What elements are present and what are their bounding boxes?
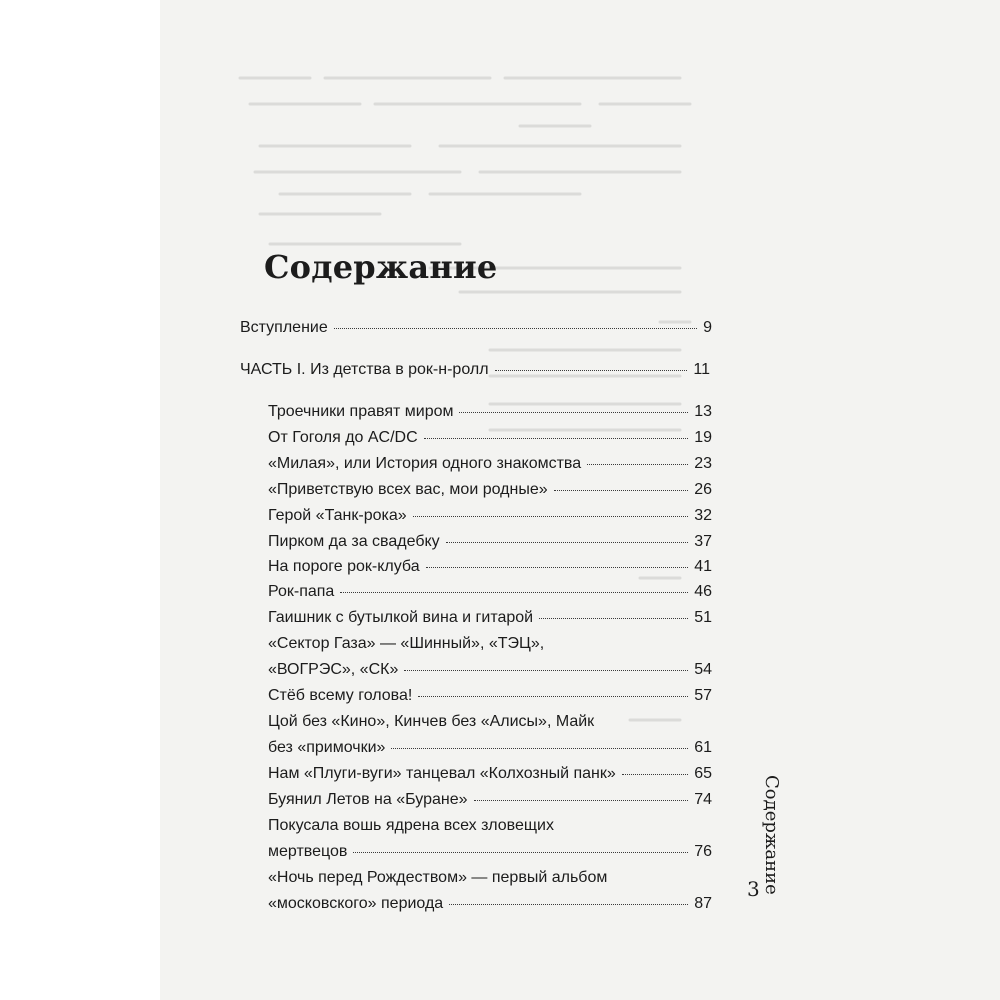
toc-entry-title: Покусала вошь ядрена всех зловещих [268, 817, 554, 834]
toc-entry-title: «Милая», или История одного знакомства [268, 455, 582, 472]
toc-entry-page: 13 [694, 403, 712, 420]
dot-leader [446, 542, 689, 543]
toc-entry-page: 87 [694, 895, 712, 912]
toc-entry [268, 506, 712, 526]
dot-leader [474, 800, 689, 801]
toc-entry-title: Рок-папа [268, 583, 335, 600]
toc-entry [268, 738, 712, 758]
page-title: Содержание [264, 248, 498, 286]
toc-entry-page: 41 [694, 558, 712, 575]
toc-entry-title: «Сектор Газа» — «Шинный», «ТЭЦ», [268, 635, 545, 652]
toc-entry [268, 557, 712, 577]
toc-entry [268, 402, 712, 422]
dot-leader [334, 328, 697, 329]
toc-entry-title: Стёб всему голова! [268, 687, 413, 704]
toc-entry-page: 65 [694, 765, 712, 782]
toc-entry [268, 634, 712, 654]
toc-entry-page: 26 [694, 481, 712, 498]
toc-entry-title: От Гоголя до AC/DC [268, 429, 418, 446]
toc-entry-title: Буянил Летов на «Буране» [268, 791, 468, 808]
dot-leader [539, 618, 688, 619]
toc-entry-page: 76 [694, 843, 712, 860]
dot-leader [424, 438, 689, 439]
toc-entry-page: 54 [694, 661, 712, 678]
toc-entry-title: ЧАСТЬ I. Из детства в рок-н-ролл [240, 361, 489, 378]
toc-entry [268, 428, 712, 448]
toc-entry-title: Пиркoм да за свадебку [268, 533, 440, 550]
dot-leader [413, 516, 689, 517]
toc-entry [268, 608, 712, 628]
toc-entry-title: Цой без «Кино», Кинчев без «Алисы», Майк [268, 713, 595, 730]
toc-entry-page: 23 [694, 455, 712, 472]
toc-entry [268, 686, 712, 706]
toc-entry-title: Герой «Танк-рока» [268, 507, 407, 524]
toc-entry-title: «Приветствую всех вас, мои родные» [268, 481, 548, 498]
toc-entry [268, 868, 712, 888]
toc-entry-page: 11 [693, 361, 710, 378]
dot-leader [426, 567, 689, 568]
toc-entry [268, 660, 712, 680]
dot-leader [587, 464, 688, 465]
toc-entry [268, 894, 712, 914]
toc-entry [268, 712, 712, 732]
toc-entry-title: Вступление [240, 319, 328, 336]
toc-entry [268, 582, 712, 602]
toc-entry-title: без «примочки» [268, 739, 386, 756]
dot-leader [353, 852, 688, 853]
dot-leader [391, 748, 688, 749]
toc-entry [268, 532, 712, 552]
dot-leader [554, 490, 689, 491]
toc-entry [268, 790, 712, 810]
dot-leader [495, 370, 688, 371]
toc-entry-page: 19 [694, 429, 712, 446]
toc-entry [240, 318, 712, 338]
toc-entry-page: 9 [703, 319, 712, 336]
running-header: Содержание [761, 775, 782, 895]
toc-entry [268, 454, 712, 474]
toc-entry-page: 51 [694, 609, 712, 626]
dot-leader [622, 774, 688, 775]
toc-entry-page: 57 [694, 687, 712, 704]
toc-entry [268, 764, 712, 784]
dot-leader [404, 670, 688, 671]
toc-entry [268, 480, 712, 500]
toc-entry-title: Нам «Плуги-вуги» танцевал «Колхозный панк» [268, 765, 616, 782]
toc-entry-page: 46 [694, 583, 712, 600]
toc-entry-page: 61 [694, 739, 712, 756]
toc-entry-title: «московского» периода [268, 895, 444, 912]
toc-entry-title: «Ночь перед Рождеством» — первый альбом [268, 869, 608, 886]
toc-entry-title: Троечники правят миром [268, 403, 454, 420]
dot-leader [340, 592, 688, 593]
toc-entry-title: «ВОГРЭС», «СК» [268, 661, 399, 678]
toc-entry [268, 816, 712, 836]
page-number: 3 [747, 877, 760, 901]
toc-entry [268, 842, 712, 862]
toc-entry [240, 360, 710, 380]
dot-leader [459, 412, 688, 413]
toc-entry-page: 32 [694, 507, 712, 524]
toc-entry-page: 74 [694, 791, 712, 808]
dot-leader [418, 696, 688, 697]
toc-entry-title: На пороге рок-клуба [268, 558, 420, 575]
toc-entry-title: Гаишник с бутылкой вина и гитарой [268, 609, 534, 626]
dot-leader [449, 904, 688, 905]
toc-entry-title: мертвецов [268, 843, 348, 860]
toc-entry-page: 37 [694, 533, 712, 550]
